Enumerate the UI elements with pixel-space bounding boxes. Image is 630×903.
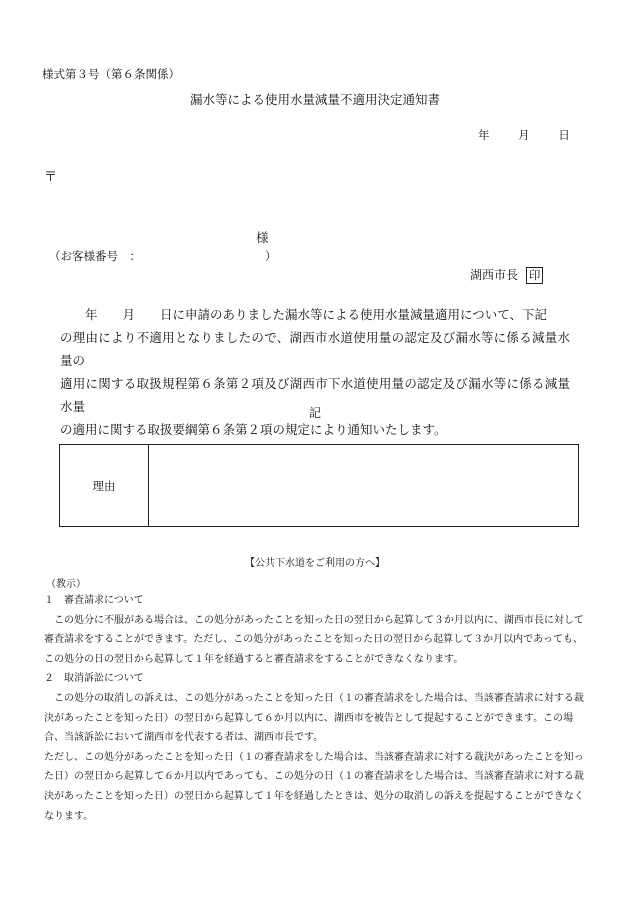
addressee-honorific: 様 (256, 230, 269, 245)
seal-mark: 印 (526, 267, 544, 284)
date-month: 月 (518, 128, 530, 142)
customer-number-close: ） (265, 249, 277, 263)
date-day: 日 (558, 128, 570, 142)
section2-text: この処分の取消しの訴えは、この処分があったことを知った日（１の審査請求をした場合は、当該審査請求に対する裁決があったことを知った日）の翌日から起算して６か月以内に、湖西市を被告として提起することができます。この場合、当該訴訟において湖西市を代表する者は、湖西市長です。 (44, 692, 584, 744)
customer-number-label: （お客様番号 ： (49, 249, 141, 263)
section2-title: ２ 取消訴訟について (44, 673, 144, 685)
form-number: 様式第３号（第６条関係） (42, 67, 180, 81)
body-line: の理由により不適用となりましたので、湖西市水道使用量の認定及び漏水等に係る減量水量の (60, 330, 570, 368)
reason-value (149, 445, 579, 527)
reason-table (59, 444, 579, 527)
body-line: 年 月 日に申請のありました漏水等による使用水量減量適用について、下記 (60, 307, 548, 322)
ki-heading: 記 (308, 406, 321, 420)
customer-number-field (49, 248, 277, 264)
section1-text: この処分に不服がある場合は、この処分があったことを知った日の翌日から起算して３か月以内に、湖西市長に対して審査請求をすることができます。ただし、この処分があったことを知った日の翌日から起算して３か月以内であっても、この処分の日の翌日から起算して１年を経過すると審査請求をすることができなくなります。 (44, 614, 584, 665)
issuer-name: 湖西市長 (470, 268, 519, 282)
body-line: 適用に関する取扱規程第６条第２項及び湖西市下水道使用量の認定及び漏水等に係る減量水量 (60, 376, 570, 414)
notice-heading: 【公共下水道をご利用の方へ】 (245, 558, 385, 569)
appeal-instructions (44, 591, 584, 826)
date-year: 年 (478, 128, 490, 142)
reason-label: 理由 (60, 445, 149, 527)
section1-title: １ 審査請求について (44, 595, 144, 606)
postal-mark: 〒 (44, 170, 58, 185)
issue-date (478, 127, 570, 143)
document-title: 漏水等による使用水量減量不適用決定通知書 (189, 92, 440, 107)
body-line: の適用に関する取扱要綱第６条第２項の規定により通知いたします。 (60, 422, 447, 437)
kyoji-label: （教示） (46, 579, 86, 590)
section2-text-continued: ただし、この処分があったことを知った日（１の審査請求をした場合は、当該審査請求に対する裁決があったことを知った日）の翌日から起算して６か月以内であっても、この処分の日（１の審査請求をした場合は、当該審査請求に対する裁決があったことを知った日）の翌日から起算して１年を経過したときは、処分の取消しの訴えを提起することができなくなります。 (44, 751, 584, 822)
issuer (470, 266, 543, 284)
